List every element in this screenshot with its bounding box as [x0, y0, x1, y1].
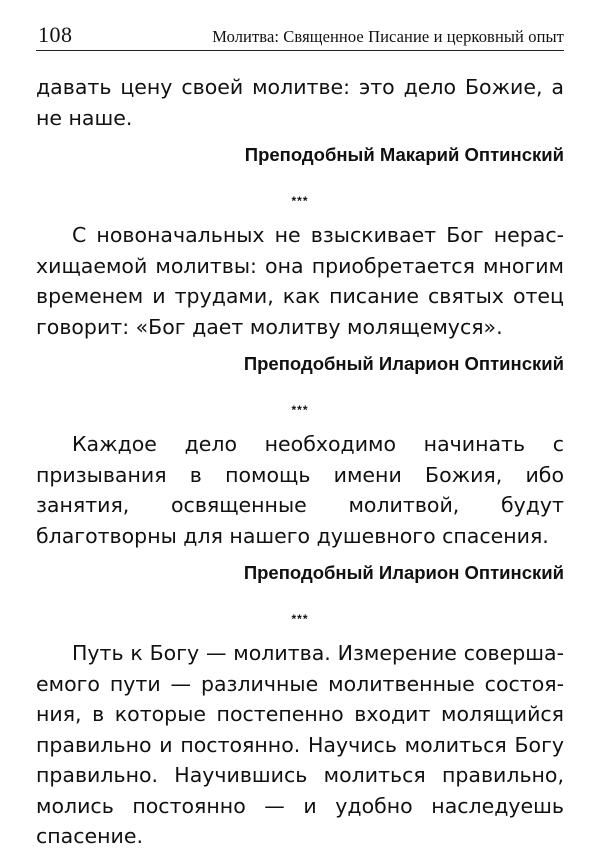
quote-text: С новоначальных не взыскивает Бог нерасхищаемой молитвы: она приобретается многим временем и трудами, как писание святых отец говорит: «Бог дает молитву молящемуся». [36, 223, 564, 339]
quote-paragraph-3 [36, 429, 564, 551]
page-number: 108 [38, 22, 73, 47]
section-divider: *** [291, 403, 309, 417]
section-divider: *** [291, 612, 309, 626]
quote-author-3: Преподобный Иларион Оптинский [243, 562, 564, 583]
section-divider: *** [291, 194, 309, 208]
quote-text: Каждое дело необходимо начинать с призывания в помощь имени Божия, ибо занятия, освященные молитвой, будут благотворны для нашего душевного спасения. [36, 432, 564, 548]
book-page [36, 0, 564, 853]
quote-author-1: Преподобный Макарий Оптинский [244, 144, 564, 165]
running-header [36, 20, 564, 51]
quote-paragraph-1 [36, 72, 564, 133]
quote-text: давать цену своей молитве: это дело Божие, а не наше. [36, 75, 564, 130]
quote-author-2: Преподобный Иларион Оптинский [243, 353, 564, 374]
quote-paragraph-4 [36, 638, 564, 852]
running-title: Молитва: Священное Писание и церковный опыт [212, 27, 564, 46]
quote-paragraph-2 [36, 220, 564, 342]
quote-text: Путь к Богу — молитва. Измерение совершаемого пути — различные молитвенные состояния, в которые постепенно входит молящийся правильно и постоянно. Научись молиться Богу правильно. Научившись молиться правильно, молись постоянно — и удобно наследуешь спасение. [36, 641, 564, 848]
